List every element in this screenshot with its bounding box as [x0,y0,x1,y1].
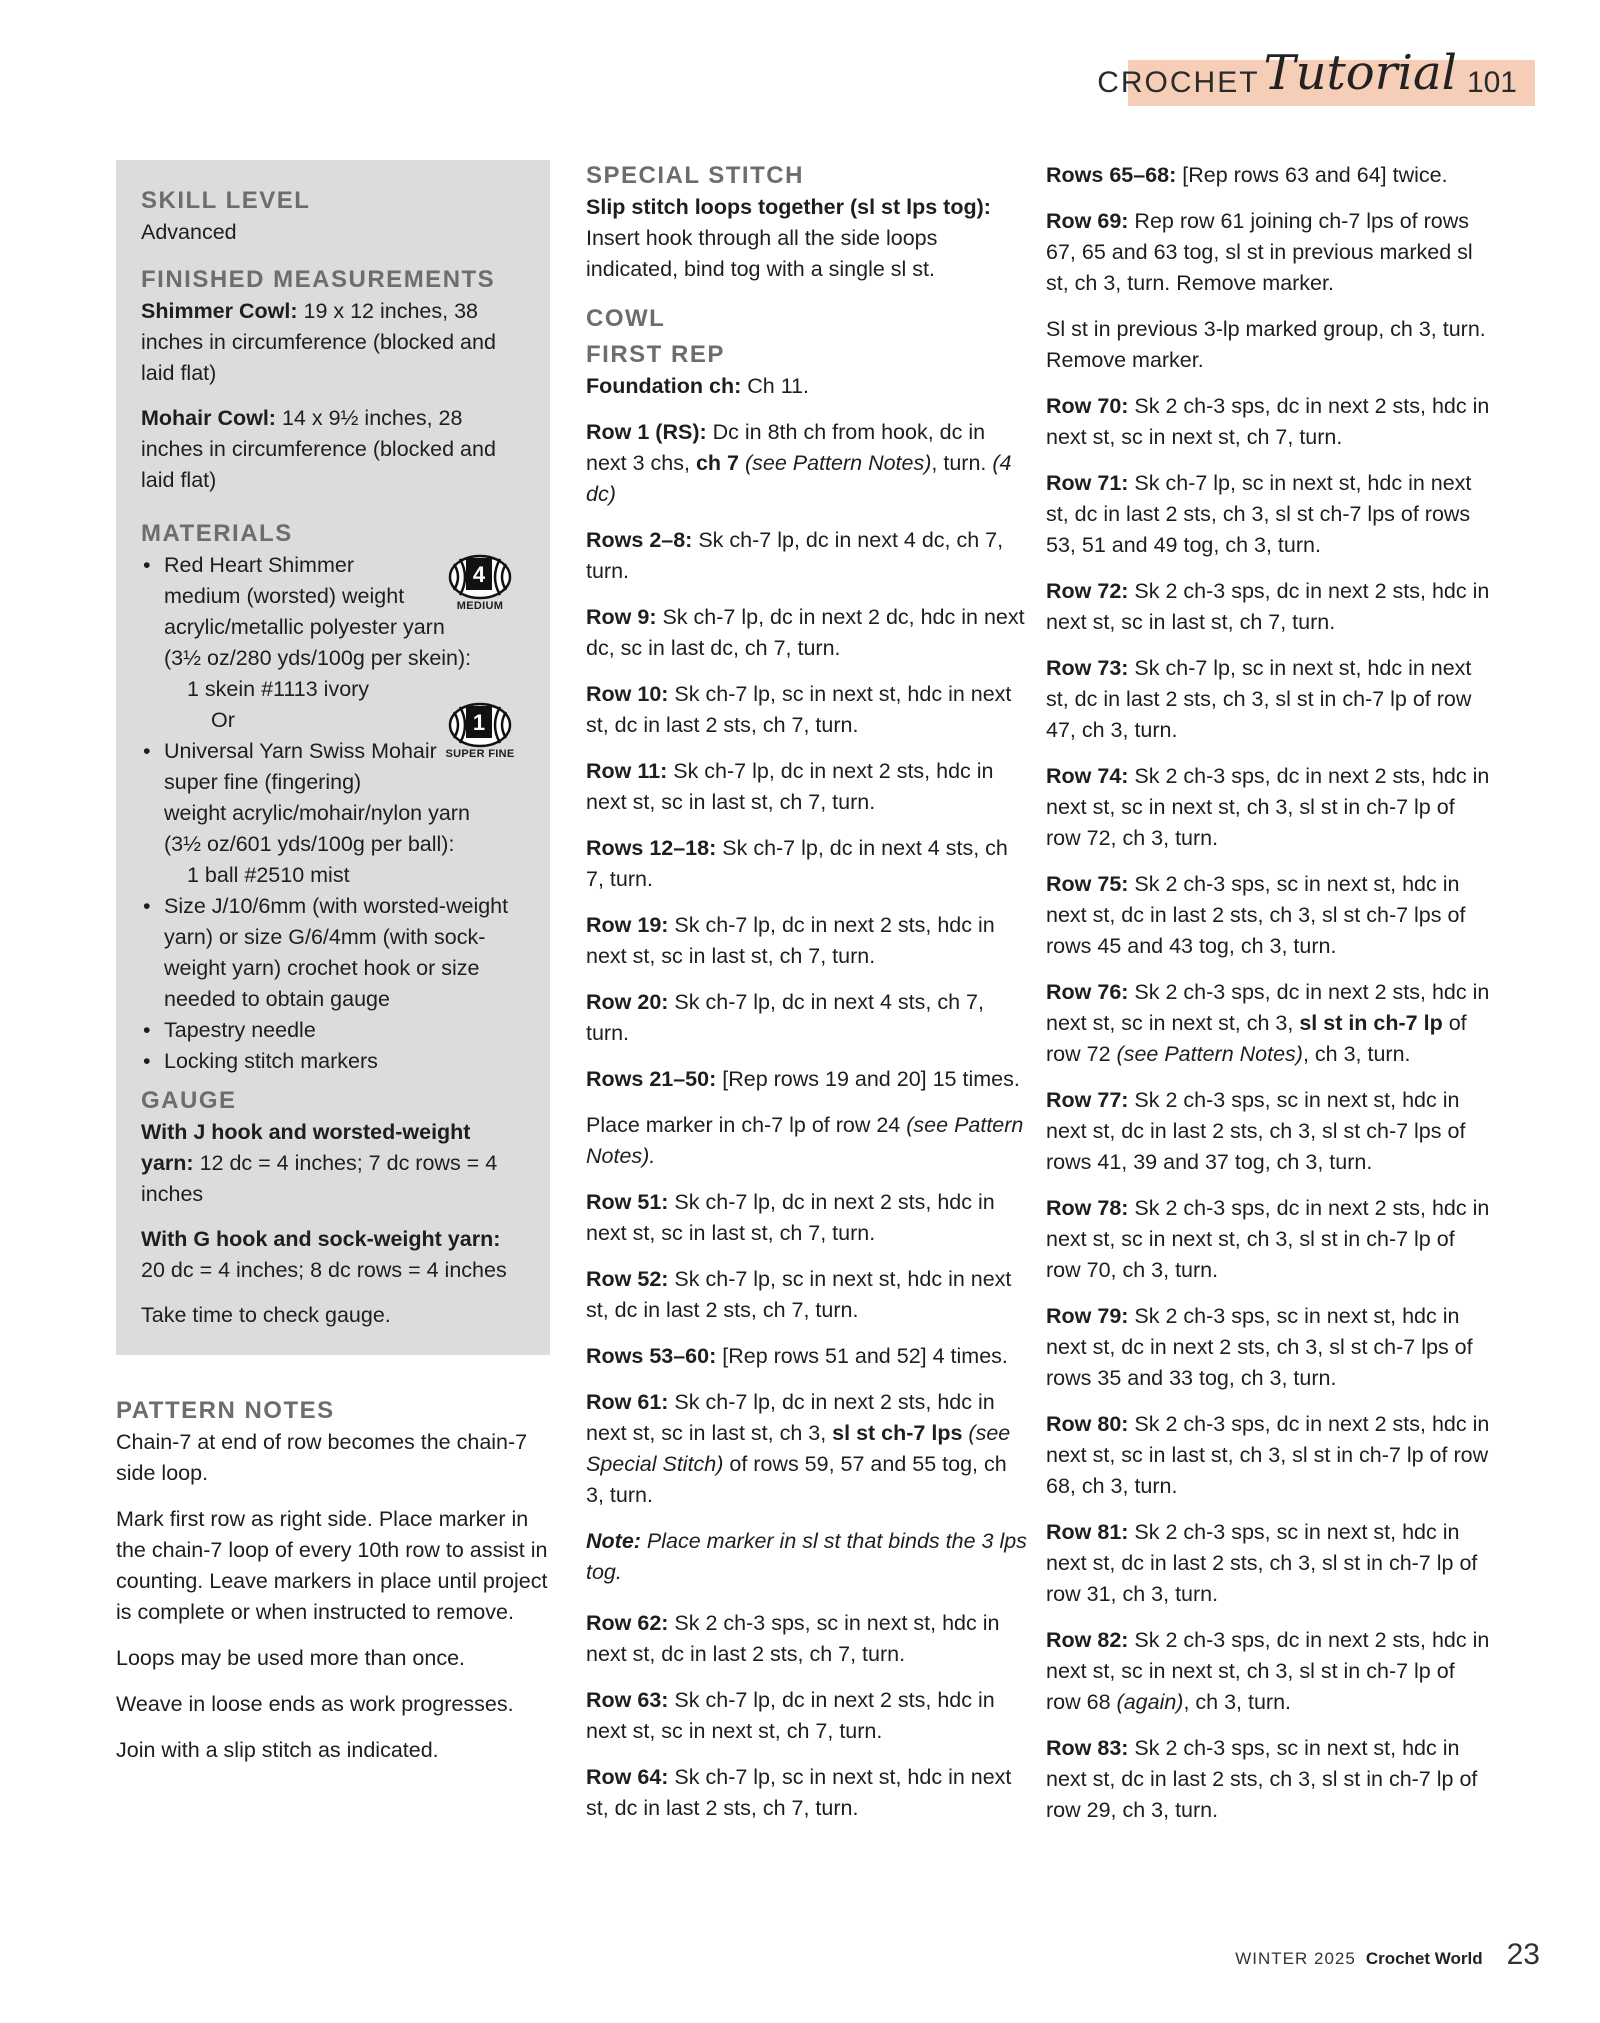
row-label: Row 71: [1046,471,1129,495]
row-label: Rows 65–68: [1046,163,1177,187]
right-column [1046,160,1494,1841]
mohair-measurement [141,403,526,496]
row-label: Row 69: [1046,209,1129,233]
row-label: Row 9: [586,605,657,629]
material-sub: 1 skein #1113 ivory [187,677,370,701]
marker-text: Place marker in ch-7 lp of row 24 [586,1113,901,1137]
row-label: Row 78: [1046,1196,1129,1220]
row-end: of rows 59, 57 and 55 tog, ch 3, turn. [586,1452,1007,1507]
row-instruction [1046,1517,1494,1610]
special-stitch-def [586,192,1028,285]
row-label: Row 62: [586,1611,669,1635]
row-list [586,1187,1028,1372]
middle-column [586,160,1028,1839]
material-line: • Red Heart Shimmer [164,553,354,577]
row-label: Row 63: [586,1688,669,1712]
row-list [1046,391,1494,962]
row-instruction [1046,761,1494,854]
row-text: Sk 2 ch-3 sps, dc in next 2 sts, hdc in next st, sc in next st, ch 3, sl st in ch-7 lp of row 68 [1046,1628,1490,1714]
row-label: Rows 21–50: [586,1067,717,1091]
row-text: Sk ch-7 lp, dc in next 2 sts, hdc in next st, sc in last st, ch 7, turn. [586,1190,995,1245]
row-text: Sk 2 ch-3 sps, sc in next st, hdc in next st, dc in last 2 sts, ch 7, turn. [586,1611,1000,1666]
row-list [586,1608,1028,1824]
material-line: • Universal Yarn Swiss Mohair [164,739,437,763]
materials-heading: MATERIALS [141,520,293,547]
row-label: Foundation ch: [586,374,742,398]
material-item: • Tapestry needle [141,1015,526,1046]
row-count: (4 dc) [586,451,1012,506]
row-label: Row 70: [1046,394,1129,418]
left-column [116,160,550,1781]
note-instruction [586,1526,1028,1588]
row-text: Sk 2 ch-3 sps, sc in next st, hdc in next st, dc in last 2 sts, ch 3, sl st in ch-7 lp of row 31, ch 3, turn. [1046,1520,1478,1606]
row-text: [Rep rows 63 and 64] twice. [1182,163,1448,187]
finished-measurements-heading: FINISHED MEASUREMENTS [141,266,496,293]
material-line: (3½ oz/280 yds/100g per skein): [164,646,472,670]
row-text: Sk 2 ch-3 sps, sc in next st, hdc in next st, dc in last 2 sts, ch 3, sl st in ch-7 lp of row 29, ch 3, turn. [1046,1736,1478,1822]
row-instruction [586,525,1028,587]
note-paragraph: Join with a slip stitch as indicated. [116,1738,439,1762]
material-line: medium (worsted) weight [164,584,405,608]
row-text: Sk ch-7 lp, sc in next st, hdc in next st, dc in last 2 sts, ch 7, turn. [586,682,1012,737]
row-label: Row 77: [1046,1088,1129,1112]
shimmer-text: 19 x 12 inches, 38 inches in circumference (blocked and laid flat) [141,299,496,385]
header-tutorial: Tutorial [1263,45,1457,101]
row-1 [586,417,1028,510]
row-text: Sk ch-7 lp, sc in next st, hdc in next st, dc in last 2 sts, ch 3, sl st in ch-7 lp of row 47, ch 3, turn. [1046,656,1472,742]
materials-list-wrap [141,550,526,1077]
gauge2-label: With G hook and sock-weight yarn: [141,1227,501,1251]
mohair-text: 14 x 9½ inches, 28 inches in circumference (blocked and laid flat) [141,406,496,492]
special-stitch-label: Slip stitch loops together (sl st lps tog): [586,195,991,219]
row-instruction [586,679,1028,741]
row-label: Row 61: [586,1390,669,1414]
row-text: Sk ch-7 lp, sc in next st, hdc in next st, dc in last 2 sts, ch 3, sl st ch-7 lps of rows 53, 51 and 49 tog, ch 3, turn. [1046,471,1472,557]
row-instruction [586,602,1028,664]
note-label: Note: [586,1529,641,1553]
note-paragraph: Mark first row as right side. Place marker in the chain-7 loop of every 10th row to assist in counting. Leave markers in place until project is complete or when instructed to remove. [116,1507,548,1624]
row-list [1046,1085,1494,1610]
row-label: Row 11: [586,759,668,783]
row-text: Sk 2 ch-3 sps, dc in next 2 sts, hdc in next st, sc in last st, ch 3, sl st in ch-7 lp of row 68, ch 3, turn. [1046,1412,1490,1498]
materials-list [141,550,526,1077]
row-label: Rows 2–8: [586,528,693,552]
row-text: Sk 2 ch-3 sps, dc in next 2 sts, hdc in next st, sc in next st, ch 3, sl st in ch-7 lp of row 72, ch 3, turn. [1046,764,1490,850]
yarn-weight-label: MEDIUM [456,600,504,612]
row-instruction [1046,1193,1494,1286]
row-label: Row 80: [1046,1412,1129,1436]
mohair-label: Mohair Cowl: [141,406,276,430]
row-instruction [586,1685,1028,1747]
row-bold: sl st ch-7 lps [832,1421,963,1445]
row-text: [Rep rows 51 and 52] 4 times. [722,1344,1008,1368]
page-number: 23 [1506,1938,1540,1971]
row-label: Row 79: [1046,1304,1129,1328]
row-text: Sk ch-7 lp, dc in next 2 sts, hdc in next st, sc in last st, ch 3, [586,1390,995,1445]
header-number: 101 [1466,66,1517,99]
row-text: Ch 11. [747,374,809,398]
yarn-weight-number: 4 [466,558,492,590]
note-paragraph: Loops may be used more than once. [116,1646,465,1670]
row-text: Sk 2 ch-3 sps, sc in next st, hdc in next st, dc in last 2 sts, ch 3, sl st ch-7 lps of rows 41, 39 and 37 tog, ch 3, turn. [1046,1088,1466,1174]
yarn-weight-label: SUPER FINE [445,748,515,760]
row-text: Sk 2 ch-3 sps, sc in next st, hdc in next st, dc in next 2 sts, ch 3, sl st ch-7 lps of rows 35 and 33 tog, ch 3, turn. [1046,1304,1473,1390]
shimmer-label: Shimmer Cowl: [141,299,298,323]
page-footer [1235,1938,1540,1972]
row-text: Sk ch-7 lp, sc in next st, hdc in next st, dc in last 2 sts, ch 7, turn. [586,1267,1012,1322]
row-76 [1046,977,1494,1070]
material-item: • Locking stitch markers [141,1046,526,1077]
row-label: Row 52: [586,1267,669,1291]
material-line: acrylic/metallic polyester yarn [164,615,445,639]
row-label: Row 76: [1046,980,1129,1004]
row-italic: (see Pattern Notes) [744,451,932,475]
shimmer-measurement [141,296,526,389]
row-instruction [586,1264,1028,1326]
row-text: Sk 2 ch-3 sps, dc in next 2 sts, hdc in next st, sc in next st, ch 3, sl st in ch-7 lp of row 70, ch 3, turn. [1046,1196,1490,1282]
row-label: Row 1 (RS): [586,420,707,444]
material-item [141,736,526,860]
note-paragraph: Weave in loose ends as work progresses. [116,1692,514,1716]
row-61 [586,1387,1028,1511]
pattern-notes-heading: PATTERN NOTES [116,1397,335,1424]
row-label: Row 10: [586,682,669,706]
section-header-tab [1097,45,1535,106]
gauge-sock [141,1224,526,1286]
row-label: Row 20: [586,990,669,1014]
material-sub: 1 ball #2510 mist [187,863,350,887]
row-instruction [586,910,1028,972]
row-text: [Rep rows 19 and 20] 15 times. [722,1067,1020,1091]
pattern-notes [116,1395,550,1766]
row-text: Sk ch-7 lp, dc in next 2 sts, hdc in next st, sc in last st, ch 7, turn. [586,759,994,814]
row-text: Sk ch-7 lp, dc in next 2 sts, hdc in next st, sc in last st, ch 7, turn. [586,913,995,968]
row-instruction [1046,576,1494,638]
row-instruction [1046,468,1494,561]
row-instruction [586,1064,1028,1095]
row-bold: ch 7 [695,451,739,475]
row-text: Sk ch-7 lp, dc in next 4 sts, ch 7, turn. [586,990,984,1045]
row-label: Row 75: [1046,872,1129,896]
row-text: Sk 2 ch-3 sps, dc in next 2 sts, hdc in next st, sc in next st, ch 3, [1046,980,1490,1035]
row-text: Sk 2 ch-3 sps, sc in next st, hdc in next st, dc in last 2 sts, ch 3, sl st ch-7 lps of rows 45 and 43 tog, ch 3, turn. [1046,872,1466,958]
row-label: Row 19: [586,913,669,937]
row-italic: (see Pattern Notes) [1116,1042,1303,1066]
gauge-heading: GAUGE [141,1087,237,1114]
foundation-chain [586,371,1028,402]
special-stitch-heading: SPECIAL STITCH [586,162,804,189]
first-rep-heading: FIRST REP [586,341,725,368]
gauge1-label: With J hook and worsted-weight yarn: [141,1120,471,1175]
gauge1-text: 12 dc = 4 inches; 7 dc rows = 4 inches [141,1151,498,1206]
row-69 [1046,206,1494,299]
row-end: , ch 3, turn. [1183,1690,1292,1714]
row-text: Sk ch-7 lp, dc in next 4 sts, ch 7, turn. [586,836,1008,891]
material-or: Or [211,708,235,732]
row-italic: (see Special Stitch) [586,1421,1011,1476]
row-instruction [586,756,1028,818]
material-item [141,550,526,674]
row-label: Row 73: [1046,656,1129,680]
gauge2-text: 20 dc = 4 inches; 8 dc rows = 4 inches [141,1258,507,1282]
row-label: Row 72: [1046,579,1129,603]
row-83 [1046,1733,1494,1826]
material-line: super fine (fingering) [164,770,362,794]
row-end: , ch 3, turn. [1302,1042,1411,1066]
row-label: Row 51: [586,1190,669,1214]
row-bold: sl st in ch-7 lp [1299,1011,1443,1035]
slst-instruction: Sl st in previous 3-lp marked group, ch 3, turn. Remove marker. [1046,317,1486,372]
material-line: (3½ oz/601 yds/100g per ball): [164,832,455,856]
cowl-heading: COWL [586,305,666,332]
header-crochet: CROCHET [1097,66,1260,99]
material-item: • Size J/10/6mm (with worsted-weight yarn) or size G/6/4mm (with sock-weight yarn) crochet hook or size needed to obtain gauge [141,891,526,1015]
row-instruction [586,1762,1028,1824]
pattern-info-sidebar [116,160,550,1355]
row-instruction [586,1187,1028,1249]
yarn-weight-number: 1 [466,706,492,738]
row-text: Sk ch-7 lp, dc in next 2 dc, hdc in next dc, sc in last dc, ch 7, turn. [586,605,1025,660]
row-label: Rows 53–60: [586,1344,717,1368]
row-text: Sk ch-7 lp, dc in next 2 sts, hdc in next st, sc in next st, ch 7, turn. [586,1688,995,1743]
row-label: Row 82: [1046,1628,1129,1652]
material-line: weight acrylic/mohair/nylon yarn [164,801,470,825]
row-mid: of row 72 [1046,1011,1467,1066]
note-text: Place marker in sl st that binds the 3 lps tog. [586,1529,1027,1584]
gauge-worsted [141,1117,526,1210]
row-instruction [1046,1409,1494,1502]
row-label: Row 74: [1046,764,1129,788]
row-82 [1046,1625,1494,1718]
row-text: Rep row 61 joining ch-7 lps of rows 67, 65 and 63 tog, sl st in previous marked sl st, ch 3, turn. Remove marker. [1046,209,1473,295]
row-instruction [1046,391,1494,453]
row-label: Row 83: [1046,1736,1129,1760]
row-italic: (again) [1116,1690,1184,1714]
row-label: Row 64: [586,1765,669,1789]
row-label: Rows 12–18: [586,836,717,860]
row-instruction [1046,653,1494,746]
row-instruction [586,987,1028,1049]
special-stitch-text: Insert hook through all the side loops indicated, bind tog with a single sl st. [586,226,938,281]
row-instruction [586,1608,1028,1670]
note-paragraph: Chain-7 at end of row becomes the chain-7 side loop. [116,1430,528,1485]
row-instruction [1046,869,1494,962]
marker-italic: (see Pattern Notes). [586,1113,1024,1168]
magazine-name: Crochet World [1365,1949,1483,1968]
gauge-check: Take time to check gauge. [141,1303,391,1327]
row-text: Sk ch-7 lp, dc in next 4 dc, ch 7, turn. [586,528,1004,583]
row-text: Sk ch-7 lp, sc in next st, hdc in next st, dc in last 2 sts, ch 7, turn. [586,1765,1012,1820]
row-label: Row 81: [1046,1520,1129,1544]
row-text: Dc in 8th ch from hook, dc in next 3 chs, [586,420,986,475]
row-instruction [586,833,1028,895]
row-instruction [586,1341,1028,1372]
row-end: , turn. [931,451,987,475]
skill-level-value: Advanced [141,220,237,244]
row-instruction [1046,1301,1494,1394]
skill-level-heading: SKILL LEVEL [141,187,311,214]
row-text: Sk 2 ch-3 sps, dc in next 2 sts, hdc in next st, sc in last st, ch 7, turn. [1046,579,1490,634]
row-instruction [1046,1085,1494,1178]
rows-65-68 [1046,160,1494,191]
issue-date: WINTER 2025 [1235,1949,1356,1968]
row-text: Sk 2 ch-3 sps, dc in next 2 sts, hdc in next st, sc in next st, ch 7, turn. [1046,394,1490,449]
row-list [586,525,1028,1095]
marker-instruction [586,1110,1028,1172]
